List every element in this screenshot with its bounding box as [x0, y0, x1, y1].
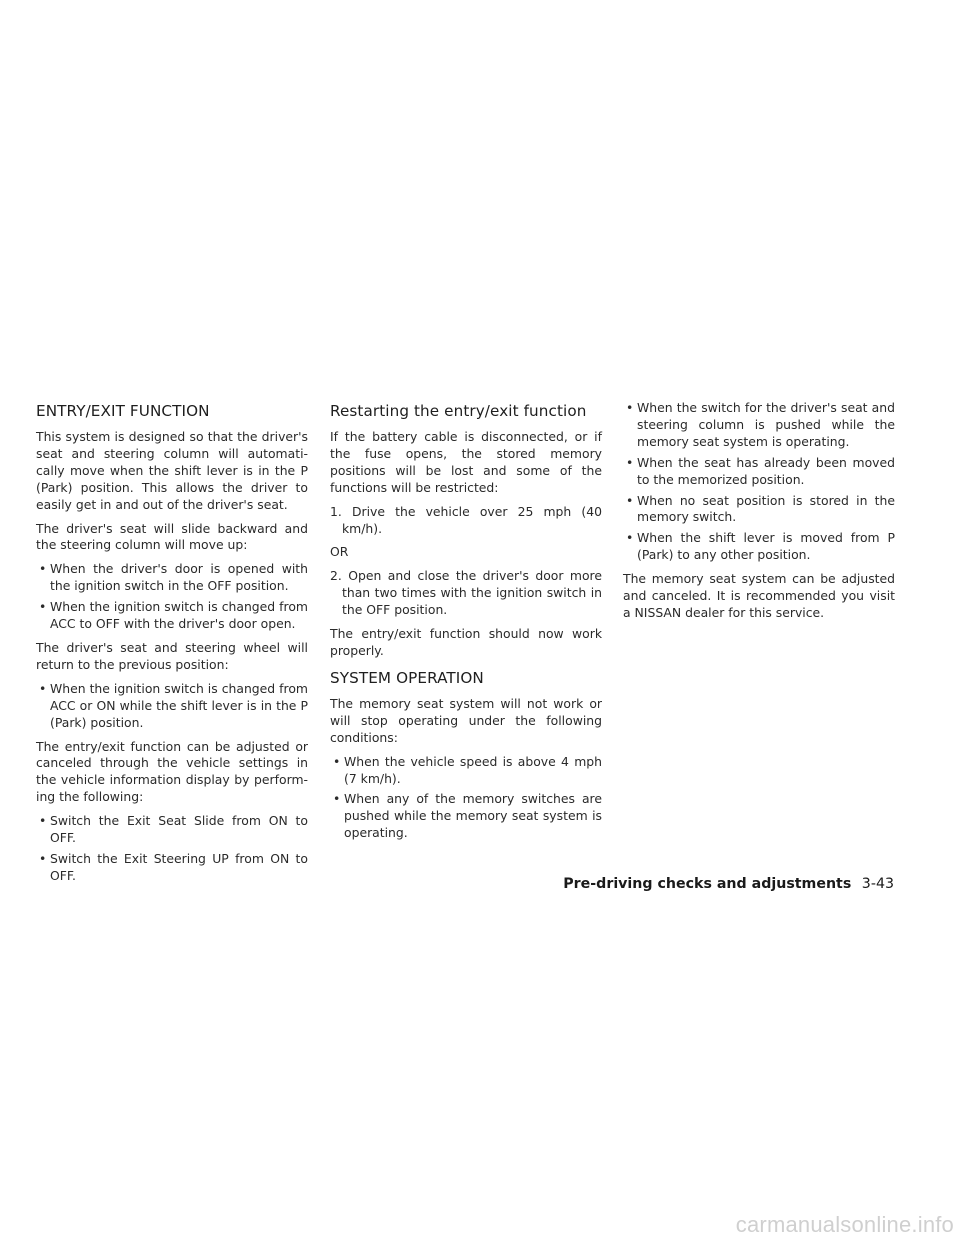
list-item: • Switch the Exit Seat Slide from ON to OFF. — [36, 813, 308, 847]
list-item: • When the switch for the driver's seat and steering column is pushed while the memory seat system is operating. — [623, 400, 895, 451]
footer-section-title: Pre-driving checks and adjustments — [563, 876, 852, 892]
paragraph: The memory seat system can be adjusted and canceled. It is recommended you visit a NISSAN dealer for this service. — [623, 571, 895, 620]
paragraph: The driver's seat will slide backward and the steering column will move up: — [36, 520, 308, 553]
page-footer — [563, 876, 894, 898]
bullet-list — [36, 561, 308, 633]
list-item: • When the ignition switch is changed from ACC to OFF with the driver's door open. — [36, 599, 308, 633]
list-item: • When the shift lever is moved from P (Park) to any other position. — [623, 530, 895, 564]
numbered-step: 1. Drive the vehicle over 25 mph (40 km/h). — [330, 503, 602, 536]
list-item: • When no seat position is stored in the memory switch. — [623, 493, 895, 527]
column-3 — [623, 400, 895, 629]
section-heading-entry-exit: ENTRY/EXIT FUNCTION — [36, 402, 210, 420]
paragraph: The entry/exit function should now work properly. — [330, 626, 602, 658]
paragraph: If the battery cable is disconnected, or if the fuse opens, the stored memory positions will be lost and some of the functions will be restricted: — [330, 429, 602, 495]
section-heading-system-operation: SYSTEM OPERATION — [330, 668, 484, 687]
bullet-list — [623, 400, 895, 564]
bullet-list — [36, 813, 308, 885]
list-item: • Switch the Exit Steering UP from ON to OFF. — [36, 851, 308, 885]
bullet-list — [36, 681, 308, 732]
column-2 — [330, 400, 602, 849]
numbered-step: 2. Open and close the driver's door more than two times with the ignition switch in the OFF position. — [330, 568, 602, 618]
bullet-list — [330, 754, 602, 843]
column-1 — [36, 400, 308, 892]
section-heading-restarting: Restarting the entry/exit function — [330, 402, 587, 420]
paragraph: The driver's seat and steering wheel will return to the previous position: — [36, 639, 308, 672]
paragraph: The memory seat system will not work or will stop operating under the following conditions: — [330, 695, 602, 745]
watermark: carmanualsonline.info — [735, 1212, 954, 1237]
or-text: OR — [330, 544, 349, 560]
paragraph: The entry/exit function can be adjusted or canceled through the vehicle settings in the vehicle information display by perform-ing the following: — [36, 738, 308, 805]
list-item: • When the ignition switch is changed from ACC or ON while the shift lever is in the P (Park) position. — [36, 681, 308, 732]
page-number: 3-43 — [861, 876, 894, 892]
list-item: • When the seat has already been moved to the memorized position. — [623, 455, 895, 489]
list-item: • When the vehicle speed is above 4 mph (7 km/h). — [330, 754, 602, 788]
list-item: • When any of the memory switches are pushed while the memory seat system is operating. — [330, 791, 602, 842]
list-item: • When the driver's door is opened with the ignition switch in the OFF position. — [36, 561, 308, 595]
paragraph: This system is designed so that the driver's seat and steering column will automati-cally move when the shift lever is in the P (Park) position. This allows the driver to easily get in and out of the driver's seat. — [36, 429, 308, 512]
